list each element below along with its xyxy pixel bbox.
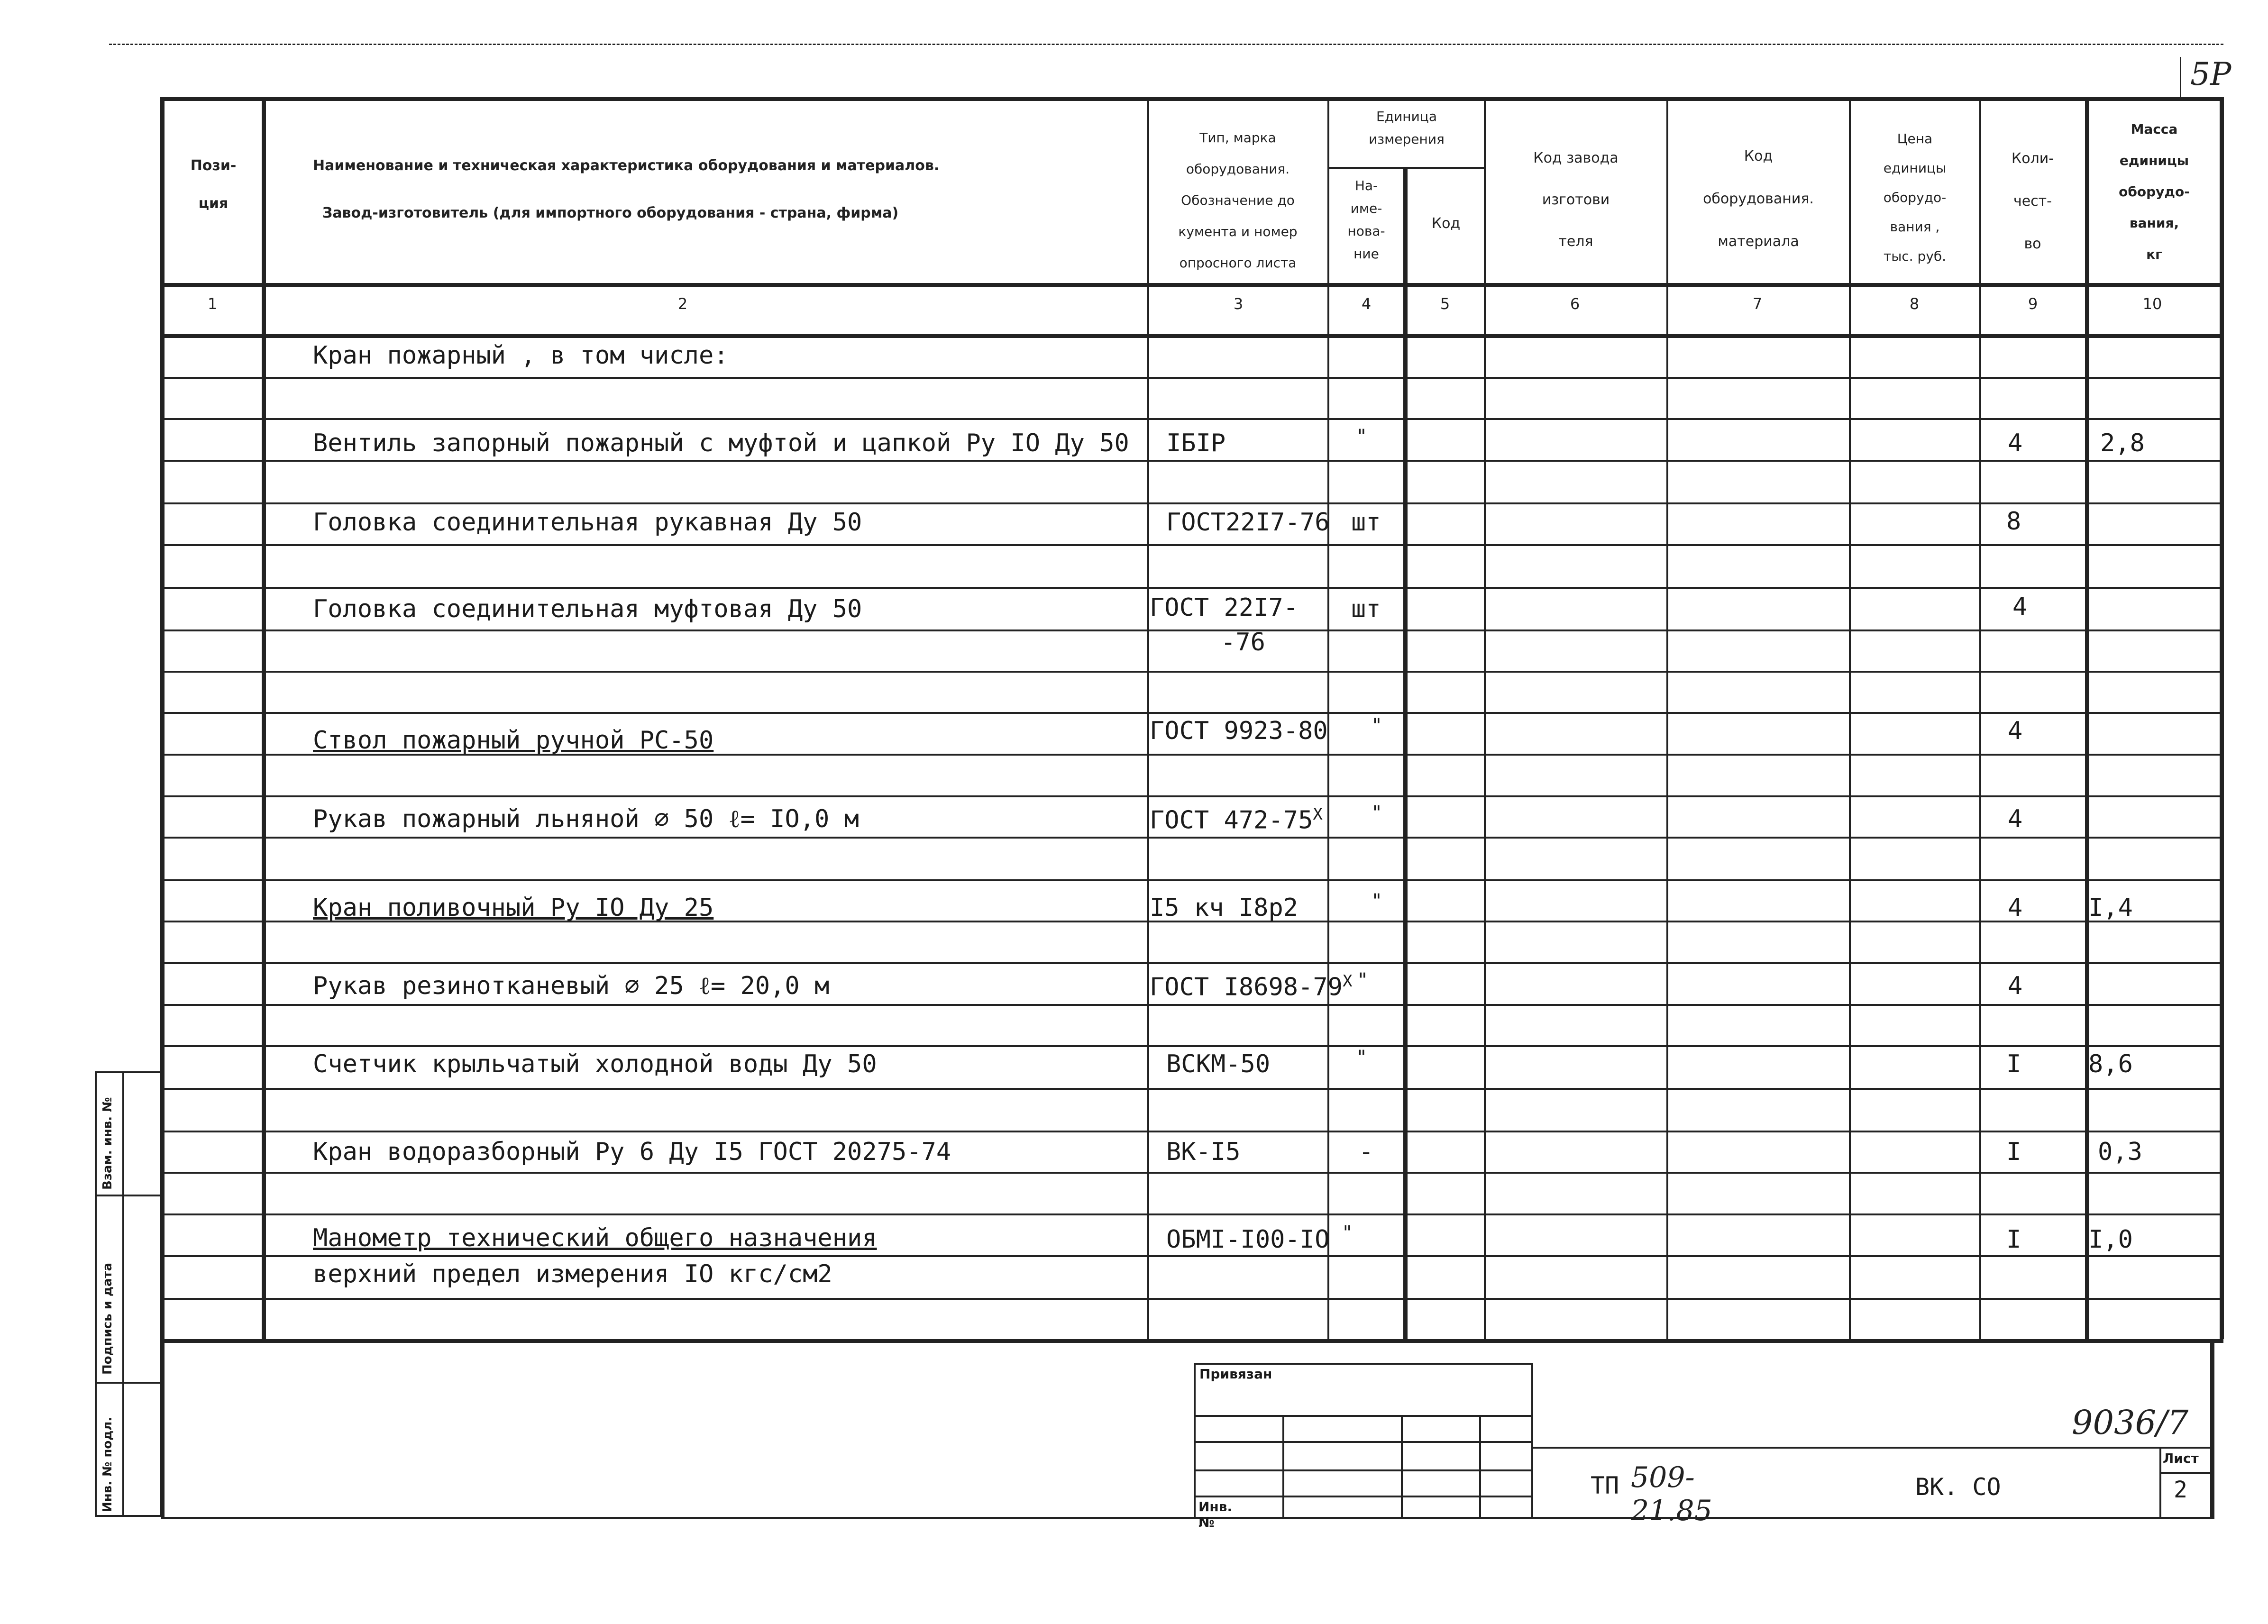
header-text: Масса	[2131, 121, 2178, 137]
table-row-name: Счетчик крыльчатый холодной воды Ду 50	[313, 1050, 877, 1078]
side-stamp-line	[95, 1382, 161, 1384]
column-number: 3	[1233, 295, 1244, 313]
table-row-mass: 2,8	[2100, 429, 2145, 457]
header-text: измерения	[1369, 131, 1445, 147]
table-row-unit: шт	[1351, 595, 1381, 623]
table-row-designation: ГОСТ22I7-76	[1166, 508, 1330, 537]
header-equipment-code	[1668, 135, 1848, 263]
header-text: оборудования.	[1186, 161, 1290, 177]
side-stamp-divider	[122, 1071, 124, 1517]
header-text: оборудования.	[1703, 191, 1814, 207]
header-text: оборудо-	[1883, 190, 1947, 205]
table-row-unit: -	[1359, 1138, 1374, 1166]
stamp-line	[2159, 1472, 2212, 1474]
row-line	[161, 502, 2223, 504]
table-row-designation	[1150, 805, 1323, 834]
header-mass	[2090, 114, 2219, 270]
header-unit-code: Код	[1431, 215, 1461, 232]
table-row-name: Манометр технический общего назначения	[313, 1224, 877, 1252]
stamp-doc-code: ТП	[1591, 1472, 1619, 1499]
header-text: опросного листа	[1179, 255, 1297, 271]
header-text: Единица	[1376, 109, 1437, 124]
table-row-name: Головка соединительная муфтовая Ду 50	[313, 595, 862, 623]
table-row-unit: "	[1371, 890, 1383, 912]
header-text: единицы	[2119, 153, 2189, 168]
header-text: Код завода	[1533, 150, 1619, 166]
header-text: кг	[2146, 246, 2162, 262]
col-divider-6	[1666, 97, 1668, 1339]
row-line	[161, 962, 2223, 964]
header-text: во	[2024, 236, 2041, 252]
table-row-name: Рукав пожарный льняной ∅ 50 ℓ= IO,0 м	[313, 805, 859, 833]
stamp-archive-no: 9036/7	[2072, 1403, 2189, 1442]
table-row-unit: "	[1357, 969, 1369, 991]
table-row-mass: 0,3	[2098, 1138, 2142, 1166]
table-row-qty: I	[2006, 1138, 2021, 1166]
col-divider-2	[1147, 97, 1149, 1339]
table-row-designation	[1150, 972, 1352, 1001]
column-number: 10	[2142, 295, 2162, 313]
row-line	[161, 377, 2223, 379]
header-price	[1851, 124, 1979, 271]
column-number: 4	[1361, 295, 1372, 313]
row-line	[161, 671, 2223, 673]
table-row-designation: ОБМI-I00-IO	[1166, 1225, 1330, 1254]
header-name	[265, 142, 1143, 237]
table-row-designation: ГОСТ 22I7-	[1150, 593, 1299, 622]
header-unit-group	[1329, 105, 1484, 151]
column-number: 1	[207, 295, 218, 313]
header-text: материала	[1718, 233, 1799, 250]
table-right-border	[2220, 97, 2224, 1339]
col-divider-5	[1484, 97, 1486, 1339]
row-line	[161, 1045, 2223, 1047]
row-line	[161, 1172, 2223, 1174]
header-text: единицы	[1883, 160, 1947, 176]
header-text: чест-	[2013, 193, 2052, 210]
stamp-line	[1531, 1447, 2212, 1449]
table-row-qty: 4	[2012, 593, 2028, 621]
table-row-designation: I5 кч I8р2	[1150, 894, 1299, 922]
side-label-vzam: Взам. инв. №	[101, 1097, 115, 1190]
column-number: 5	[1440, 295, 1450, 313]
header-text: Цена	[1897, 131, 1933, 146]
header-text: вания,	[2129, 215, 2179, 231]
side-stamp	[95, 1071, 161, 1517]
column-number: 8	[1909, 295, 1920, 313]
header-text: кумента и номер	[1178, 224, 1298, 239]
row-line	[161, 630, 2223, 631]
stamp-line	[1195, 1363, 1531, 1365]
header-bottom-border	[161, 283, 2223, 287]
designation-text: ГОСТ 472-75	[1150, 806, 1313, 835]
table-row-name-cont: верхний предел измерения IO кгс/см2	[313, 1260, 832, 1288]
designation-text: ГОСТ I8698-79	[1150, 973, 1343, 1002]
table-row-unit: "	[1371, 715, 1383, 737]
header-factory-code	[1486, 137, 1666, 263]
table-row-name: Кран водоразборный Ру 6 Ду I5 ГОСТ 20275-74	[313, 1138, 951, 1166]
row-line	[161, 587, 2223, 589]
table-row-designation: ГОСТ 9923-80	[1150, 717, 1328, 745]
stamp-section: ВК. СО	[1915, 1473, 2001, 1501]
table-row-qty: 4	[2008, 894, 2023, 922]
stamp-inv-no: Инв. №	[1198, 1499, 1233, 1530]
header-text: Тип, марка	[1199, 130, 1276, 146]
table-row-qty: 4	[2008, 972, 2023, 1000]
stamp-line	[1282, 1415, 1284, 1517]
table-top-border	[161, 97, 2223, 101]
col-divider-4	[1403, 167, 1408, 1339]
sheet-right-border	[2210, 1339, 2214, 1519]
header-text: Код	[1744, 148, 1773, 164]
table-row-mass: 8,6	[2088, 1050, 2133, 1078]
header-text: нова-	[1347, 223, 1385, 239]
stamp-line	[1401, 1415, 1403, 1517]
table-row-designation: ВСКМ-50	[1166, 1050, 1271, 1078]
stamp-line	[1479, 1415, 1481, 1517]
table-row-mass: I,0	[2088, 1225, 2133, 1254]
column-number: 6	[1570, 295, 1580, 313]
header-text: Коли-	[2011, 150, 2054, 167]
side-label-signature: Подпись и дата	[101, 1262, 115, 1375]
table-row-designation: IБIР	[1166, 429, 1226, 457]
side-label-inv-podl: Инв. № подл.	[101, 1416, 115, 1512]
table-row-unit: шт	[1351, 508, 1381, 537]
row-line	[161, 1131, 2223, 1132]
header-quantity	[1982, 137, 2084, 265]
table-row-qty: 4	[2008, 717, 2023, 745]
header-designation	[1149, 122, 1326, 279]
row-line	[161, 1213, 2223, 1215]
col-divider-8	[1979, 97, 1981, 1339]
row-line	[161, 418, 2223, 420]
col-divider-1	[262, 97, 266, 1339]
side-stamp-line	[95, 1515, 161, 1517]
row-line	[161, 712, 2223, 714]
side-stamp-border	[95, 1071, 97, 1517]
table-row-unit: "	[1371, 802, 1383, 824]
header-text: вания ,	[1890, 219, 1940, 235]
col-divider-9	[2085, 97, 2089, 1339]
header-text: Пози-	[190, 157, 237, 174]
table-row-name: Кран пожарный , в том числе:	[313, 341, 729, 370]
header-text: ция	[198, 195, 229, 212]
stamp-sheet-label: Лист	[2163, 1451, 2199, 1466]
header-text: На-	[1354, 178, 1378, 193]
stamp-sheet-no: 2	[2174, 1477, 2187, 1503]
table-row-name: Ствол пожарный ручной РС-50	[313, 726, 714, 755]
row-line	[161, 837, 2223, 839]
table-row-qty: I	[2006, 1050, 2021, 1078]
column-number: 9	[2028, 295, 2038, 313]
header-text: тыс. руб.	[1883, 248, 1947, 264]
sheet-bottom-border	[161, 1517, 2214, 1519]
table-row-qty: 8	[2006, 507, 2021, 536]
row-line	[161, 544, 2223, 546]
table-row-qty: 4	[2008, 805, 2023, 833]
header-text: изготови	[1542, 192, 1610, 208]
table-row-name: Головка соединительная рукавная Ду 50	[313, 508, 862, 537]
table-row-designation: ВК-I5	[1166, 1138, 1241, 1166]
table-row-name: Рукав резинотканевый ∅ 25 ℓ= 20,0 м	[313, 972, 830, 1000]
header-text: име-	[1350, 201, 1382, 216]
table-row-mass: I,4	[2088, 894, 2133, 922]
stamp-line	[2159, 1447, 2161, 1517]
stamp-doc-code-hand: 509-21.85	[1631, 1461, 1712, 1527]
row-line	[161, 1255, 2223, 1257]
stamp-line	[1531, 1363, 1533, 1517]
header-text: Наименование и техническая характеристика оборудования и материалов.	[313, 157, 940, 174]
row-line	[161, 1298, 2223, 1300]
table-body-bottom	[161, 1339, 2223, 1343]
side-stamp-line	[95, 1195, 161, 1196]
colnum-bottom-border	[161, 334, 2223, 338]
header-text: Обозначение до	[1181, 192, 1295, 208]
table-row-qty: I	[2006, 1225, 2021, 1254]
column-number: 7	[1752, 295, 1763, 313]
row-line	[161, 1088, 2223, 1090]
sheet-corner-number: 5Р	[2190, 56, 2231, 92]
header-unit-name	[1329, 174, 1403, 265]
designation-sup: X	[1343, 972, 1353, 991]
table-row-qty: 4	[2008, 429, 2023, 457]
row-line	[161, 795, 2223, 797]
header-text: Завод-изготовитель (для импортного оборудования - страна, фирма)	[322, 205, 899, 221]
table-row-name: Вентиль запорный пожарный с муфтой и цапкой Ру IO Ду 50	[313, 429, 1129, 457]
stamp-line	[1194, 1363, 1196, 1517]
row-line	[161, 1004, 2223, 1006]
table-row-unit: "	[1342, 1222, 1353, 1244]
header-text: оборудо-	[2119, 184, 2190, 200]
table-row-name: Кран поливочный Ру IO Ду 25	[313, 894, 714, 922]
side-stamp-line	[95, 1071, 161, 1073]
table-row-unit: "	[1356, 1047, 1368, 1068]
header-text: теля	[1558, 233, 1593, 250]
header-text: ние	[1353, 246, 1379, 262]
stamp-privyazan: Привязан	[1199, 1366, 1272, 1382]
col-divider-7	[1849, 97, 1851, 1339]
row-line	[161, 879, 2223, 881]
designation-sup: X	[1313, 805, 1323, 824]
row-line	[161, 460, 2223, 462]
table-row-unit: "	[1356, 426, 1368, 447]
header-position	[166, 147, 261, 223]
table-row-designation-cont: -76	[1221, 628, 1265, 657]
column-number: 2	[677, 295, 688, 313]
